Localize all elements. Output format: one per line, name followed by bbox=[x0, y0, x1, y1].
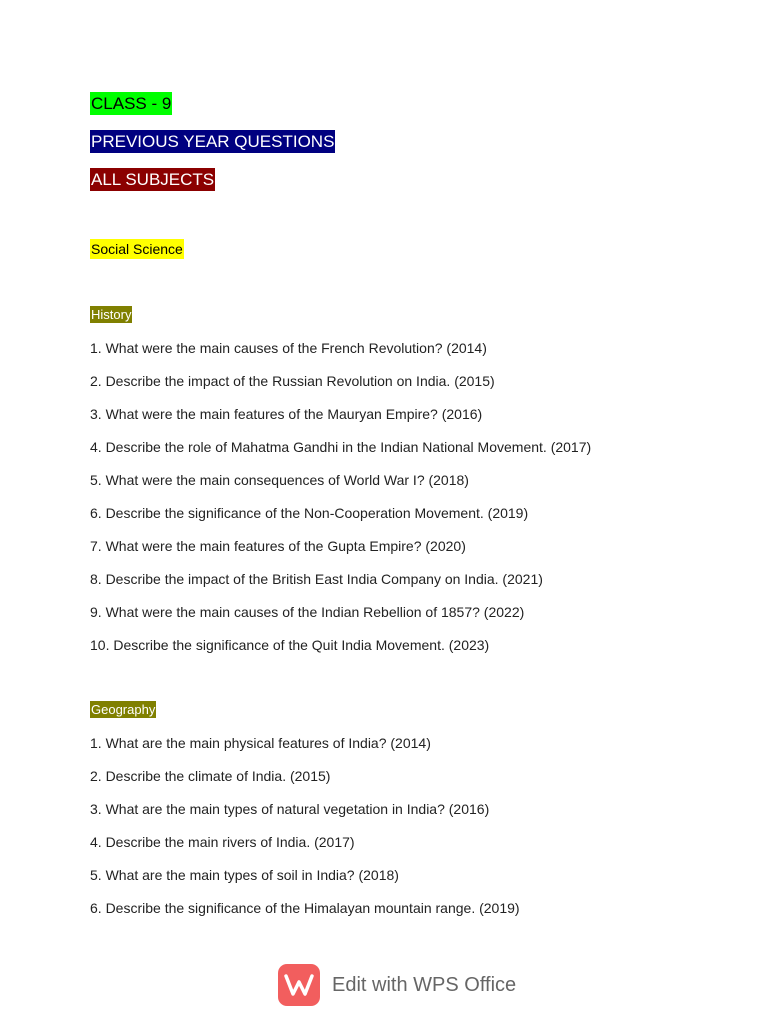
list-item: 3. What were the main features of the Mauryan Empire? (2016) bbox=[90, 406, 483, 422]
list-item: 7. What were the main features of the Gupta Empire? (2020) bbox=[90, 538, 466, 554]
history-question-list bbox=[90, 341, 591, 671]
list-item: 3. What are the main types of natural vegetation in India? (2016) bbox=[90, 801, 490, 817]
geography-heading bbox=[90, 703, 156, 716]
history-heading-text: History bbox=[91, 307, 132, 322]
list-item: 4. Describe the main rivers of India. (2017) bbox=[90, 834, 355, 850]
class-heading bbox=[90, 95, 172, 112]
list-item: 2. Describe the impact of the Russian Revolution on India. (2015) bbox=[90, 373, 495, 389]
wps-edit-link[interactable]: Edit with WPS Office bbox=[332, 973, 517, 996]
pyq-heading bbox=[90, 133, 335, 150]
list-item: 8. Describe the impact of the British East India Company on India. (2021) bbox=[90, 571, 543, 587]
list-item: 1. What were the main causes of the French Revolution? (2014) bbox=[90, 340, 487, 356]
wps-w-glyph bbox=[284, 973, 314, 997]
all-subjects-heading bbox=[90, 171, 215, 188]
list-item: 5. What are the main types of soil in India? (2018) bbox=[90, 867, 399, 883]
class-heading-text: CLASS - 9 bbox=[91, 94, 172, 113]
geography-question-list bbox=[90, 736, 520, 934]
subject-heading bbox=[90, 242, 184, 256]
wps-footer[interactable] bbox=[278, 964, 516, 1006]
wps-office-icon[interactable] bbox=[278, 964, 320, 1006]
list-item: 5. What were the main consequences of World War I? (2018) bbox=[90, 472, 469, 488]
list-item: 6. Describe the significance of the Himalayan mountain range. (2019) bbox=[90, 900, 520, 916]
list-item: 1. What are the main physical features of India? (2014) bbox=[90, 735, 431, 751]
list-item: 4. Describe the role of Mahatma Gandhi in the Indian National Movement. (2017) bbox=[90, 439, 592, 455]
geography-heading-text: Geography bbox=[91, 702, 156, 717]
list-item: 10. Describe the significance of the Quit India Movement. (2023) bbox=[90, 637, 490, 653]
list-item: 2. Describe the climate of India. (2015) bbox=[90, 768, 331, 784]
all-subjects-heading-text: ALL SUBJECTS bbox=[91, 170, 215, 189]
history-heading bbox=[90, 308, 132, 321]
subject-heading-text: Social Science bbox=[91, 241, 183, 257]
list-item: 6. Describe the significance of the Non-Cooperation Movement. (2019) bbox=[90, 505, 529, 521]
list-item: 9. What were the main causes of the Indian Rebellion of 1857? (2022) bbox=[90, 604, 525, 620]
pyq-heading-text: PREVIOUS YEAR QUESTIONS bbox=[91, 132, 335, 151]
